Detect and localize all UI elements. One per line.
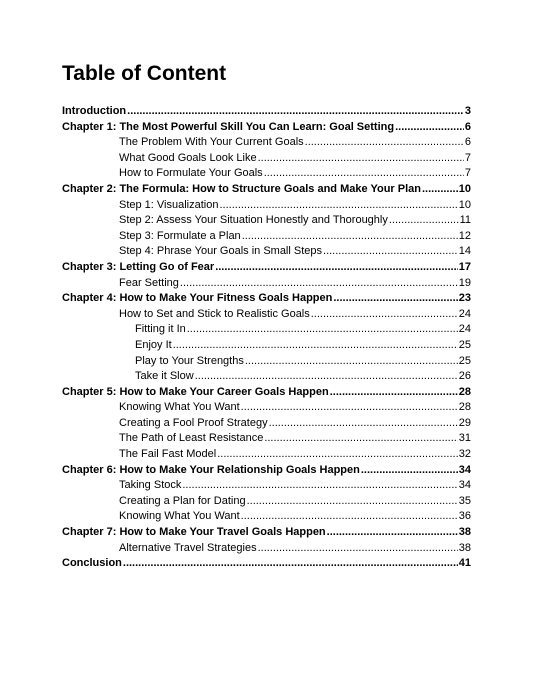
toc-entry-title: What Good Goals Look Like (119, 151, 257, 164)
dot-leader (217, 447, 458, 463)
dot-leader (258, 541, 458, 557)
toc-page-number: 3 (464, 105, 471, 117)
toc-page-number: 10 (458, 198, 471, 211)
page-title: Table of Content (62, 62, 227, 85)
toc-page-number: 25 (458, 338, 471, 351)
dot-leader (173, 338, 458, 354)
toc-page-number: 41 (458, 557, 471, 570)
toc-chapter-entry[interactable] (62, 291, 471, 307)
toc-entry-title: The Fail Fast Model (119, 448, 217, 461)
toc-page-number: 10 (458, 182, 471, 195)
toc-entry-title: The Problem With Your Current Goals (119, 136, 304, 149)
toc-page-number: 24 (458, 323, 471, 336)
dot-leader (195, 369, 458, 385)
toc-chapter-entry[interactable] (62, 104, 471, 120)
toc-entry-title: Introduction (62, 105, 127, 117)
toc-page-number: 6 (464, 120, 471, 133)
dot-leader (123, 556, 458, 572)
toc-page-number: 7 (464, 167, 471, 180)
toc-entry-title: Fitting it In (135, 323, 186, 336)
toc-page-number: 17 (458, 260, 471, 273)
toc-entry-title: Take it Slow (135, 370, 194, 383)
dot-leader (127, 104, 464, 120)
toc-section-entry[interactable] (62, 494, 471, 510)
toc-entry-title: How to Set and Stick to Realistic Goals (119, 307, 310, 320)
toc-page-number: 11 (459, 214, 471, 227)
toc-section-entry[interactable] (62, 276, 471, 292)
toc-section-entry[interactable] (62, 400, 471, 416)
toc-section-entry[interactable] (62, 244, 471, 260)
toc-section-entry[interactable] (62, 338, 471, 354)
table-of-contents (62, 104, 471, 572)
toc-chapter-entry[interactable] (62, 556, 471, 572)
toc-entry-title: Chapter 6: How to Make Your Relationship Goals Happen (62, 463, 360, 476)
toc-page-number: 28 (458, 385, 471, 398)
dot-leader (330, 385, 458, 401)
toc-entry-title: Chapter 4: How to Make Your Fitness Goals Happen (62, 292, 333, 305)
dot-leader (422, 182, 458, 198)
toc-entry-title: Conclusion (62, 557, 122, 570)
toc-page-number: 28 (458, 401, 471, 414)
toc-section-entry[interactable] (62, 198, 471, 214)
toc-section-entry[interactable] (62, 151, 471, 167)
toc-chapter-entry[interactable] (62, 120, 471, 136)
dot-leader (187, 322, 458, 338)
toc-section-entry[interactable] (62, 509, 471, 525)
dot-leader (305, 135, 464, 151)
toc-section-entry[interactable] (62, 447, 471, 463)
toc-page-number: 14 (458, 245, 471, 258)
dot-leader (395, 120, 464, 136)
toc-page-number: 38 (458, 526, 471, 539)
toc-entry-title: Knowing What You Want (119, 510, 240, 523)
toc-entry-title: Knowing What You Want (119, 401, 240, 414)
toc-page-number: 31 (458, 432, 471, 445)
toc-entry-title: The Path of Least Resistance (119, 432, 264, 445)
toc-page-number: 25 (458, 354, 471, 367)
toc-entry-title: Step 3: Formulate a Plan (119, 229, 241, 242)
dot-leader (180, 276, 458, 292)
toc-entry-title: Alternative Travel Strategies (119, 541, 257, 554)
dot-leader (269, 416, 458, 432)
dot-leader (323, 244, 458, 260)
toc-section-entry[interactable] (62, 322, 471, 338)
toc-page-number: 23 (458, 292, 471, 305)
toc-page-number: 32 (458, 448, 471, 461)
toc-page-number: 19 (458, 276, 471, 289)
toc-section-entry[interactable] (62, 135, 471, 151)
toc-entry-title: Step 4: Phrase Your Goals in Small Steps (119, 245, 323, 258)
toc-page-number: 36 (458, 510, 471, 523)
toc-entry-title: Chapter 3: Letting Go of Fear (62, 260, 215, 273)
toc-entry-title: Step 1: Visualization (119, 198, 219, 211)
toc-entry-title: How to Formulate Your Goals (119, 167, 263, 180)
toc-page-number: 38 (458, 541, 471, 554)
dot-leader (215, 260, 458, 276)
toc-section-entry[interactable] (62, 431, 471, 447)
toc-chapter-entry[interactable] (62, 463, 471, 479)
toc-section-entry[interactable] (62, 213, 471, 229)
toc-section-entry[interactable] (62, 478, 471, 494)
toc-entry-title: Enjoy It (135, 338, 172, 351)
toc-section-entry[interactable] (62, 354, 471, 370)
toc-chapter-entry[interactable] (62, 260, 471, 276)
toc-page-number: 24 (458, 307, 471, 320)
toc-page-number: 34 (458, 479, 471, 492)
toc-entry-title: Chapter 7: How to Make Your Travel Goals Happen (62, 526, 326, 539)
toc-section-entry[interactable] (62, 541, 471, 557)
toc-section-entry[interactable] (62, 166, 471, 182)
toc-section-entry[interactable] (62, 369, 471, 385)
toc-page-number: 35 (458, 494, 471, 507)
dot-leader (241, 400, 458, 416)
toc-section-entry[interactable] (62, 416, 471, 432)
toc-entry-title: Taking Stock (119, 479, 182, 492)
toc-entry-title: Creating a Fool Proof Strategy (119, 416, 268, 429)
toc-page-number: 34 (458, 463, 471, 476)
dot-leader (264, 431, 457, 447)
dot-leader (247, 494, 458, 510)
toc-page-number: 6 (464, 136, 471, 149)
toc-section-entry[interactable] (62, 307, 471, 323)
toc-entry-title: Creating a Plan for Dating (119, 494, 246, 507)
toc-chapter-entry[interactable] (62, 525, 471, 541)
dot-leader (245, 354, 458, 370)
toc-entry-title: Chapter 2: The Formula: How to Structure Goals and Make Your Plan (62, 182, 421, 195)
toc-entry-title: Chapter 5: How to Make Your Career Goals Happen (62, 385, 329, 398)
dot-leader (182, 478, 457, 494)
toc-entry-title: Fear Setting (119, 276, 179, 289)
dot-leader (264, 166, 464, 182)
toc-section-entry[interactable] (62, 229, 471, 245)
dot-leader (241, 509, 458, 525)
dot-leader (258, 151, 464, 167)
toc-page-number: 26 (458, 370, 471, 383)
dot-leader (389, 213, 459, 229)
dot-leader (333, 291, 457, 307)
dot-leader (311, 307, 458, 323)
toc-entry-title: Step 2: Assess Your Situation Honestly and Thoroughly (119, 214, 388, 227)
toc-page-number: 12 (458, 229, 471, 242)
toc-page-number: 29 (458, 416, 471, 429)
toc-entry-title: Chapter 1: The Most Powerful Skill You Can Learn: Goal Setting (62, 120, 395, 133)
toc-page-number: 7 (464, 151, 471, 164)
toc-entry-title: Play to Your Strengths (135, 354, 244, 367)
dot-leader (219, 198, 457, 214)
dot-leader (361, 463, 458, 479)
toc-chapter-entry[interactable] (62, 182, 471, 198)
dot-leader (242, 229, 458, 245)
dot-leader (327, 525, 458, 541)
toc-chapter-entry[interactable] (62, 385, 471, 401)
